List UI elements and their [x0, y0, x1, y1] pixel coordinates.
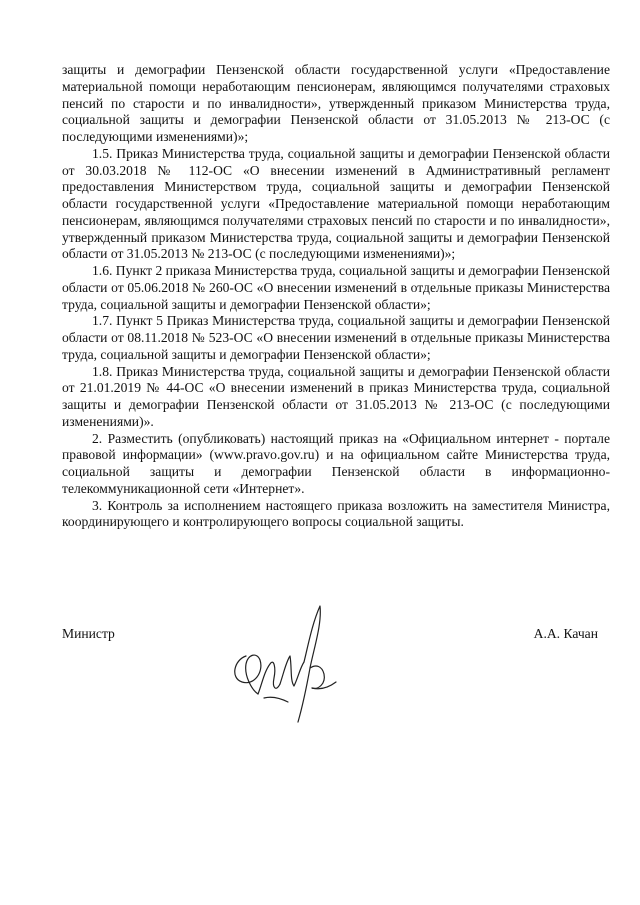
signature-block [62, 626, 598, 746]
signatory-title: Министр [62, 626, 115, 641]
paragraph-item-3: 3. Контроль за исполнением настоящего приказа возложить на заместителя Министра, координирующего и контролирующего вопросы социальной защиты. [62, 497, 610, 530]
paragraph-item-1-6: 1.6. Пункт 2 приказа Министерства труда, социальной защиты и демографии Пензенской области от 05.06.2018 № 260-ОС «О внесении изменений в отдельные приказы Министерства труда, социальной защиты и демографии Пензенской области»; [62, 263, 610, 312]
signatory-name: А.А. Качан [533, 626, 598, 641]
paragraph-item-1-7: 1.7. Пункт 5 Приказ Министерства труда, социальной защиты и демографии Пензенской области от 08.11.2018 № 523-ОС «О внесении изменений в отдельные приказы Министерства труда, социальной защиты и демографии Пензенской области»; [62, 313, 610, 362]
paragraph-continuation: защиты и демографии Пензенской области государственной услуги «Предоставление материальной помощи неработающим пенсионерам, являющимся получателями страховых пенсий по старости и по инвалидности», утвержденный приказом Министерства труда, социальной защиты и демографии Пензенской области от 31.05.2013 № 213-ОС (с последующими изменениями)»; [62, 62, 610, 144]
paragraph-item-1-8: 1.8. Приказ Министерства труда, социальной защиты и демографии Пензенской области от 21.01.2019 № 44-ОС «О внесении изменений в приказ Министерства труда, социальной защиты и демографии Пензенской области от 31.05.2013 № 213-ОС (с последующими изменениями)». [62, 363, 610, 429]
handwritten-signature [224, 598, 344, 728]
document-body [62, 62, 610, 531]
paragraph-item-2: 2. Разместить (опубликовать) настоящий приказ на «Официальном интернет - портале правовой информации» (www.pravo.gov.ru) и на официальном сайте Министерства труда, социальной защиты и демографии Пензенской области в информационно-телекоммуникационной сети «Интернет». [62, 430, 610, 496]
paragraph-item-1-5: 1.5. Приказ Министерства труда, социальной защиты и демографии Пензенской области от 30.03.2018 № 112-ОС «О внесении изменений в Административный регламент предоставления Министерством труда, социальной защиты и демографии Пензенской области государственной услуги «Предоставление материальной помощи неработающим пенсионерам, являющимся получателями страховых пенсий по старости и по инвалидности», утвержденный приказом Министерства труда, социальной защиты и демографии Пензенской области от 31.05.2013 № 213-ОС (с последующими изменениями)»; [62, 145, 610, 262]
